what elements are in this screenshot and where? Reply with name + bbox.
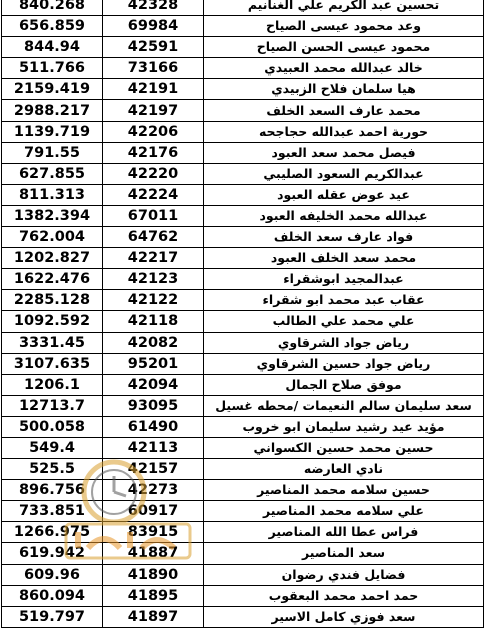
amount-cell: 1206.1 xyxy=(2,374,103,395)
table-row xyxy=(2,100,484,121)
table-row xyxy=(2,248,484,269)
account-code-cell: 42122 xyxy=(103,290,204,311)
amount-cell: 3107.635 xyxy=(2,353,103,374)
table-row xyxy=(2,79,484,100)
account-code-cell: 67011 xyxy=(103,205,204,226)
account-code-cell: 42123 xyxy=(103,269,204,290)
table-row xyxy=(2,437,484,458)
account-code-cell: 42197 xyxy=(103,100,204,121)
customer-name-cell: عبدالمجيد ابوشقراء xyxy=(204,269,484,290)
customer-name-cell: فراس عطا الله المناصير xyxy=(204,522,484,543)
account-code-cell: 42217 xyxy=(103,248,204,269)
table-row xyxy=(2,480,484,501)
customer-name-cell: تحسين عبد الكريم علي الغنانيم xyxy=(204,0,484,16)
customer-name-cell: عبدالله محمد الخليفه العبود xyxy=(204,205,484,226)
amount-cell: 519.797 xyxy=(2,606,103,627)
account-code-cell: 42220 xyxy=(103,163,204,184)
table-row xyxy=(2,332,484,353)
account-code-cell: 41887 xyxy=(103,543,204,564)
account-code-cell: 95201 xyxy=(103,353,204,374)
account-code-cell: 64762 xyxy=(103,227,204,248)
table-row xyxy=(2,184,484,205)
table-row xyxy=(2,522,484,543)
customer-name-cell: خالد عبدالله محمد العبيدي xyxy=(204,58,484,79)
customer-name-cell: محمود عيسى الحسن الصياح xyxy=(204,37,484,58)
account-code-cell: 42591 xyxy=(103,37,204,58)
table-row xyxy=(2,311,484,332)
account-code-cell: 42157 xyxy=(103,459,204,480)
table-row xyxy=(2,606,484,627)
customer-name-cell: علي سلامه محمد المناصير xyxy=(204,501,484,522)
account-code-cell: 41897 xyxy=(103,606,204,627)
amount-cell: 1622.476 xyxy=(2,269,103,290)
table-row xyxy=(2,459,484,480)
customer-name-cell: فواد عارف سعد الخلف xyxy=(204,227,484,248)
account-code-cell: 60917 xyxy=(103,501,204,522)
table-row xyxy=(2,353,484,374)
customer-name-cell: علي محمد علي الطالب xyxy=(204,311,484,332)
table-row xyxy=(2,564,484,585)
account-code-cell: 42118 xyxy=(103,311,204,332)
amount-cell: 1139.719 xyxy=(2,121,103,142)
amount-cell: 2988.217 xyxy=(2,100,103,121)
customer-name-cell: حسين محمد حسين الكسواني xyxy=(204,437,484,458)
account-code-cell: 93095 xyxy=(103,395,204,416)
amount-cell: 619.942 xyxy=(2,543,103,564)
amount-cell: 1266.975 xyxy=(2,522,103,543)
amount-cell: 12713.7 xyxy=(2,395,103,416)
amount-cell: 844.94 xyxy=(2,37,103,58)
amount-cell: 549.4 xyxy=(2,437,103,458)
table-row xyxy=(2,543,484,564)
amount-cell: 1382.394 xyxy=(2,205,103,226)
customer-name-cell: مؤيد عيد رشيد سليمان ابو خروب xyxy=(204,416,484,437)
customer-name-cell: حمد احمد محمد البعقوب xyxy=(204,585,484,606)
amount-cell: 525.5 xyxy=(2,459,103,480)
amount-cell: 733.851 xyxy=(2,501,103,522)
account-code-cell: 41895 xyxy=(103,585,204,606)
table-row xyxy=(2,0,484,16)
table-row xyxy=(2,395,484,416)
account-code-cell: 42224 xyxy=(103,184,204,205)
table-row xyxy=(2,290,484,311)
data-table xyxy=(1,0,484,628)
customer-name-cell: نادي العارضه xyxy=(204,459,484,480)
amount-cell: 791.55 xyxy=(2,142,103,163)
account-code-cell: 42191 xyxy=(103,79,204,100)
amount-cell: 811.313 xyxy=(2,184,103,205)
table-row xyxy=(2,37,484,58)
customer-name-cell: محمد سعد الخلف العبود xyxy=(204,248,484,269)
customer-name-cell: حورية احمد عبدالله حجاجحه xyxy=(204,121,484,142)
customer-name-cell: وعد محمود عيسى الصياح xyxy=(204,16,484,37)
account-code-cell: 73166 xyxy=(103,58,204,79)
customer-name-cell: فيصل محمد سعد العبود xyxy=(204,142,484,163)
table-row xyxy=(2,501,484,522)
account-code-cell: 42094 xyxy=(103,374,204,395)
amount-cell: 2159.419 xyxy=(2,79,103,100)
table-row xyxy=(2,269,484,290)
amount-cell: 1202.827 xyxy=(2,248,103,269)
customer-name-cell: فضايل فندي رضوان xyxy=(204,564,484,585)
table-row xyxy=(2,163,484,184)
account-code-cell: 42206 xyxy=(103,121,204,142)
account-code-cell: 42113 xyxy=(103,437,204,458)
customer-name-cell: عقاب عبد محمد ابو شقراء xyxy=(204,290,484,311)
table-row xyxy=(2,16,484,37)
customer-name-cell: هيا سلمان فلاح الزبيدي xyxy=(204,79,484,100)
customer-name-cell: سعد فوزي كامل الاسير xyxy=(204,606,484,627)
customer-name-cell: عيد عوض عقله العبود xyxy=(204,184,484,205)
amount-cell: 896.756 xyxy=(2,480,103,501)
table-row xyxy=(2,374,484,395)
account-code-cell: 41890 xyxy=(103,564,204,585)
customer-name-cell: رياض جواد الشرقاوي xyxy=(204,332,484,353)
account-code-cell: 83915 xyxy=(103,522,204,543)
amount-cell: 2285.128 xyxy=(2,290,103,311)
amount-cell: 840.268 xyxy=(2,0,103,16)
account-code-cell: 61490 xyxy=(103,416,204,437)
customer-name-cell: سعد المناصير xyxy=(204,543,484,564)
customer-name-cell: محمد عارف السعد الخلف xyxy=(204,100,484,121)
customer-name-cell: موفق صلاح الجمال xyxy=(204,374,484,395)
table-body xyxy=(2,0,484,627)
customer-name-cell: حسين سلامه محمد المناصير xyxy=(204,480,484,501)
amount-cell: 500.058 xyxy=(2,416,103,437)
customer-name-cell: عبدالكريم السعود الصليبي xyxy=(204,163,484,184)
amount-cell: 627.855 xyxy=(2,163,103,184)
amount-cell: 511.766 xyxy=(2,58,103,79)
table-row xyxy=(2,142,484,163)
amount-cell: 762.004 xyxy=(2,227,103,248)
account-code-cell: 42176 xyxy=(103,142,204,163)
account-code-cell: 69984 xyxy=(103,16,204,37)
table-row xyxy=(2,227,484,248)
table-row xyxy=(2,585,484,606)
account-code-cell: 42273 xyxy=(103,480,204,501)
account-code-cell: 42082 xyxy=(103,332,204,353)
amount-cell: 860.094 xyxy=(2,585,103,606)
account-code-cell: 42328 xyxy=(103,0,204,16)
amount-cell: 1092.592 xyxy=(2,311,103,332)
customer-name-cell: سعد سليمان سالم النعيمات /محطه غسيل xyxy=(204,395,484,416)
table-row xyxy=(2,416,484,437)
table-row xyxy=(2,121,484,142)
customer-name-cell: رياض جواد حسين الشرقاوي xyxy=(204,353,484,374)
amount-cell: 3331.45 xyxy=(2,332,103,353)
amount-cell: 609.96 xyxy=(2,564,103,585)
table-row xyxy=(2,58,484,79)
table-row xyxy=(2,205,484,226)
amount-cell: 656.859 xyxy=(2,16,103,37)
